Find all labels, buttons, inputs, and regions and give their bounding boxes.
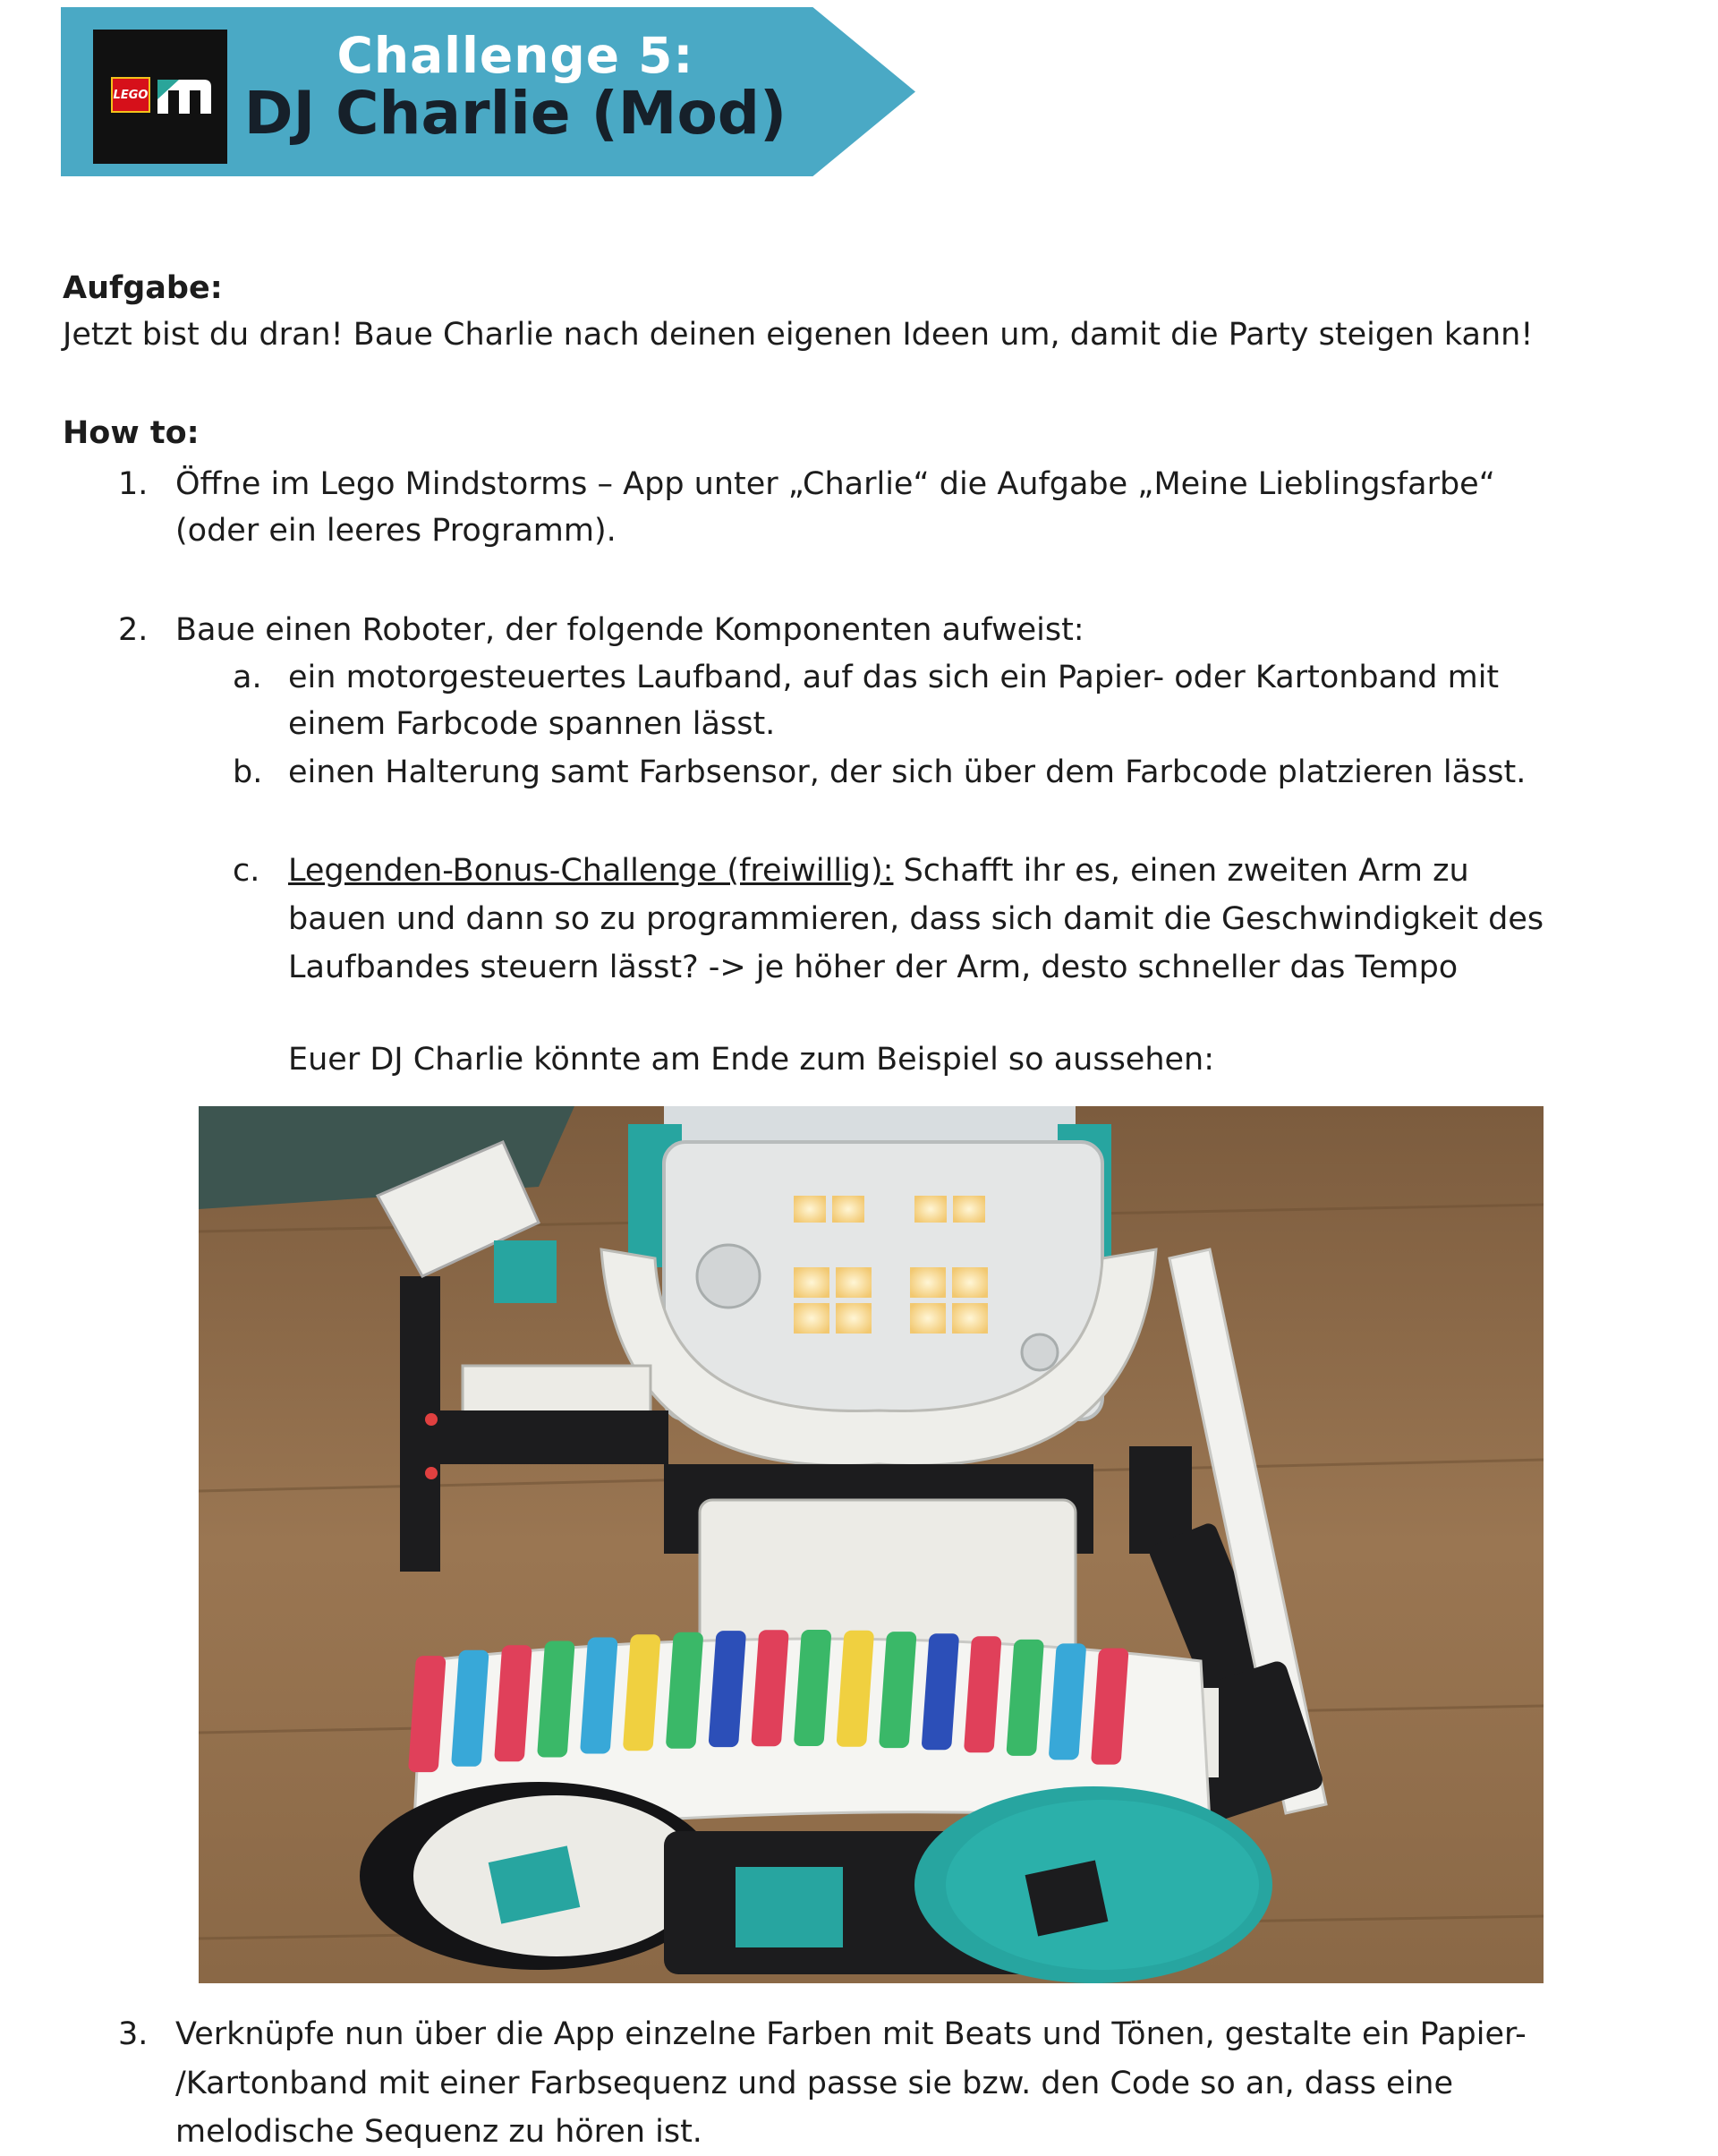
lego-logo-icon: LEGO: [111, 77, 150, 113]
example-caption: Euer DJ Charlie könnte am Ende zum Beispiel so aussehen:: [288, 1042, 1215, 1078]
bonus-text: Schafft ihr es, einen zweiten Arm zu: [893, 853, 1469, 889]
step-number: 1.: [118, 466, 149, 502]
step-number: 2.: [118, 612, 149, 648]
bonus-label: Legenden-Bonus-Challenge (freiwillig):: [288, 853, 894, 889]
step-2-line: Baue einen Roboter, der folgende Komponenten aufweist:: [175, 612, 1084, 648]
dj-charlie-photo: [199, 1106, 1544, 1983]
step-3-line: melodische Sequenz zu hören ist.: [175, 2114, 702, 2150]
subitem-c-line: Laufbandes steuern lässt? -> je höher der Arm, desto schneller das Tempo: [288, 950, 1459, 985]
robot-illustration: [199, 1106, 1544, 1983]
lego-mindstorms-logo: [93, 30, 227, 164]
subitem-c-line: bauen und dann so zu programmieren, dass sich damit die Geschwindigkeit des: [288, 901, 1544, 937]
task-heading: Aufgabe:: [63, 270, 223, 306]
step-1-line: (oder ein leeres Programm).: [175, 513, 617, 549]
step-3-line: /Kartonband mit einer Farbsequenz und passe sie bzw. den Code so an, dass eine: [175, 2066, 1454, 2101]
subitem-c-line: [288, 847, 1469, 895]
step-1-line: Öffne im Lego Mindstorms – App unter „Charlie“ die Aufgabe „Meine Lieblingsfarbe“: [175, 466, 1495, 502]
subitem-b-line: einen Halterung samt Farbsensor, der sich über dem Farbcode platzieren lässt.: [288, 754, 1527, 790]
subitem-letter: a.: [233, 660, 262, 695]
step-number: 3.: [118, 2016, 149, 2052]
challenge-number: Challenge 5:: [336, 27, 694, 84]
mindstorms-m-icon: [152, 74, 217, 117]
subitem-letter: c.: [233, 853, 260, 889]
howto-heading: How to:: [63, 415, 200, 451]
subitem-a-line: ein motorgesteuertes Laufband, auf das sich ein Papier- oder Kartonband mit: [288, 660, 1500, 695]
subitem-a-line: einem Farbcode spannen lässt.: [288, 706, 776, 742]
step-3-line: Verknüpfe nun über die App einzelne Farben mit Beats und Tönen, gestalte ein Papier-: [175, 2016, 1527, 2052]
subitem-letter: b.: [233, 754, 263, 790]
page-title: DJ Charlie (Mod): [243, 79, 787, 148]
task-text: Jetzt bist du dran! Baue Charlie nach deinen eigenen Ideen um, damit die Party steigen kann!: [63, 317, 1534, 353]
